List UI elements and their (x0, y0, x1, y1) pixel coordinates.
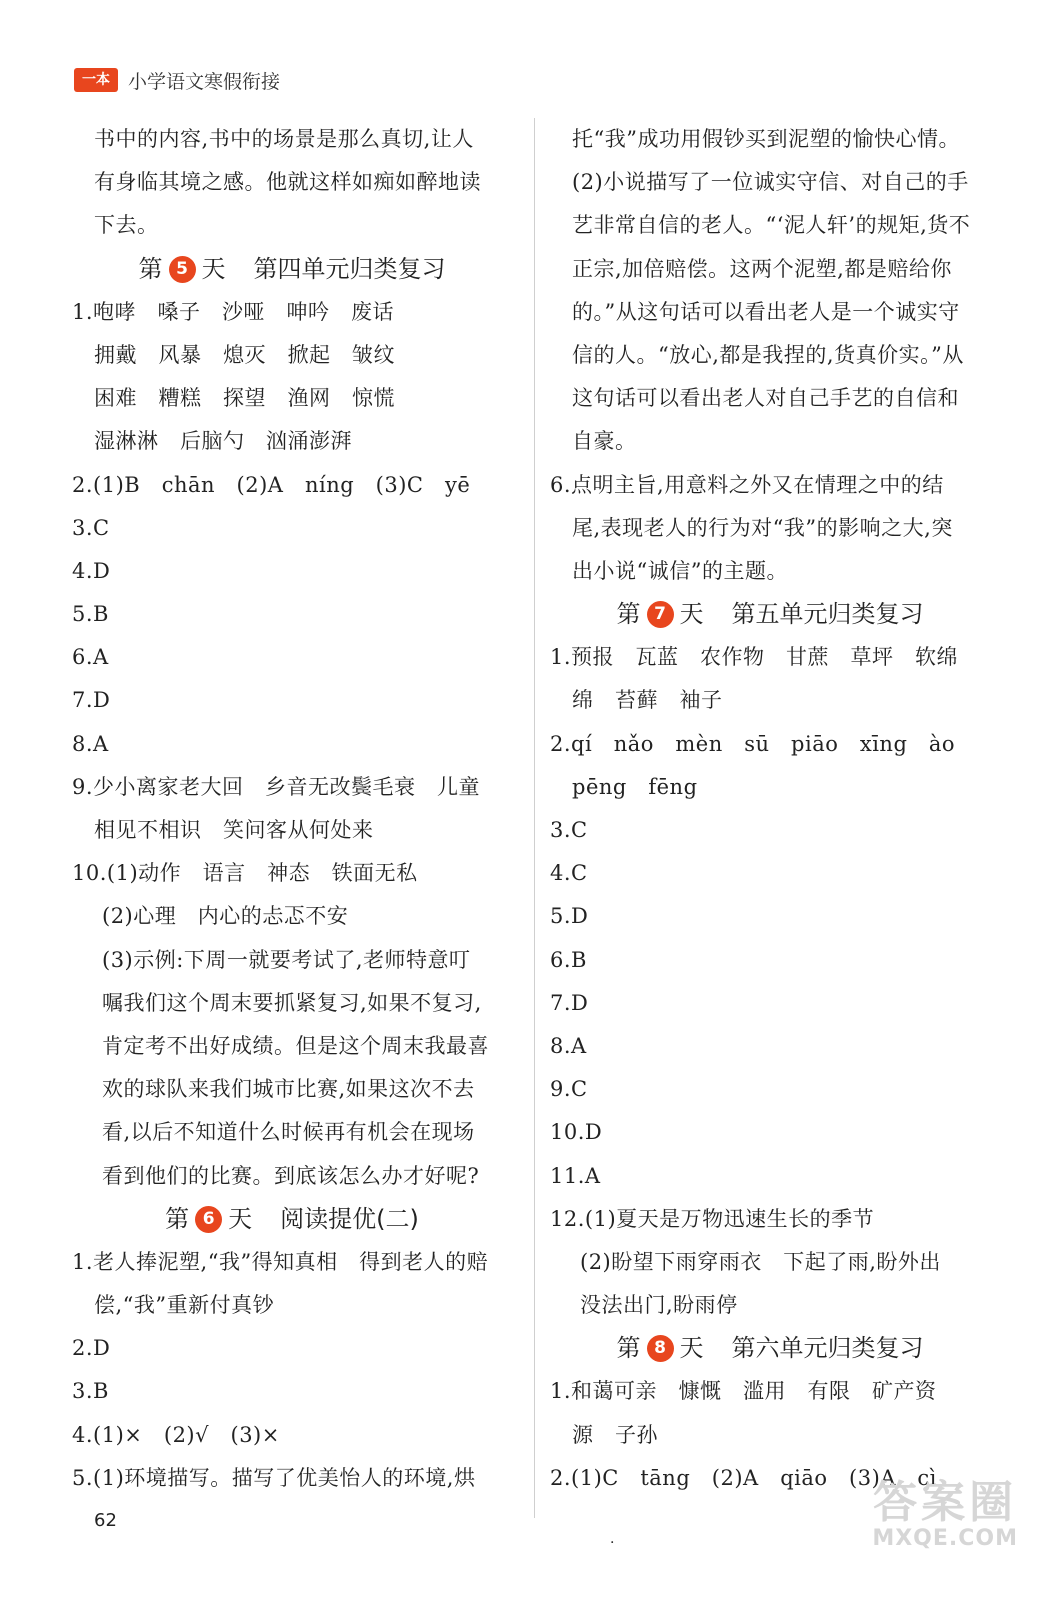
text-line: 没法出门,盼雨停 (580, 1293, 738, 1318)
text-line: 3.C (72, 515, 110, 540)
day-number-badge: 7 (647, 601, 674, 628)
heading-title: 第四单元归类复习 (253, 254, 446, 283)
heading-suffix: 天 (679, 600, 704, 629)
text-line: 8.A (550, 1033, 587, 1058)
text-line: 嘱我们这个周末要抓紧复习,如果不复习, (102, 990, 482, 1015)
text-line: 8.A (72, 731, 109, 756)
text-line: 11.A (550, 1163, 601, 1188)
section-heading-day5 (72, 248, 512, 291)
text-line: 欢的球队来我们城市比赛,如果这次不去 (102, 1077, 475, 1102)
text-line: 5.D (550, 904, 589, 929)
page-number: 62 (94, 1510, 117, 1531)
text-line: 9.少小离家老大回 乡音无改鬓毛衰 儿童 (72, 774, 481, 799)
text-line: 2.D (72, 1336, 111, 1361)
text-line: 这句话可以看出老人对自己手艺的自信和 (572, 386, 959, 411)
text-line: 1.和蔼可亲 慷慨 滥用 有限 矿产资 (550, 1379, 937, 1404)
page-header (74, 66, 280, 94)
text-line: 艺非常自信的老人。“‘泥人轩’的规矩,货不 (572, 213, 971, 238)
text-line: 12.(1)夏天是万物迅速生长的季节 (550, 1206, 875, 1231)
text-line: 绵 苔藓 袖子 (572, 688, 723, 713)
left-column (72, 118, 512, 1500)
text-line: 肯定考不出好成绩。但是这个周末我最喜 (102, 1033, 489, 1058)
text-line: 看到他们的比赛。到底该怎么办才好呢? (102, 1163, 480, 1188)
text-line: 困难 糟糕 探望 渔网 惊慌 (94, 386, 395, 411)
text-line: 托“我”成功用假钞买到泥塑的愉快心情。 (572, 127, 960, 151)
text-line: 1.咆哮 嗓子 沙哑 呻吟 废话 (72, 299, 395, 324)
brand-logo: 一本 (74, 68, 118, 92)
text-line: 3.B (72, 1379, 109, 1404)
heading-prefix: 第 (616, 600, 641, 629)
text-line: (2)小说描写了一位诚实守信、对自己的手 (572, 170, 969, 195)
book-title: 小学语文寒假衔接 (128, 70, 281, 93)
text-line: 源 子孙 (572, 1422, 658, 1447)
text-line: 1.预报 瓦蓝 农作物 甘蔗 草坪 软绵 (550, 645, 959, 670)
text-line: 湿淋淋 后脑勺 汹涌澎湃 (94, 429, 352, 454)
text-line: 出小说“诚信”的主题。 (572, 558, 788, 583)
text-line: 下去。 (94, 213, 159, 238)
watermark-url: MXQE.COM (872, 1526, 1018, 1551)
text-line: 的。”从这句话可以看出老人是一个诚实守 (572, 299, 960, 324)
text-line: 拥戴 风暴 熄灭 掀起 皱纹 (94, 342, 395, 367)
watermark-logo-text: 答案圈 (873, 1477, 1018, 1528)
text-line: 正宗,加倍赔偿。这两个泥塑,都是赔给你 (572, 256, 952, 281)
text-line: 自豪。 (572, 429, 637, 454)
text-line: 9.C (550, 1077, 588, 1102)
text-line: (2)盼望下雨穿雨衣 下起了雨,盼外出 (580, 1249, 941, 1274)
right-column (550, 118, 990, 1500)
text-line: 看,以后不知道什么时候再有机会在现场 (102, 1120, 475, 1145)
text-line: pēng fēng (572, 774, 698, 799)
text-line: 信的人。“放心,都是我捏的,货真价实。”从 (572, 342, 964, 367)
text-line: 相见不相识 笑问客从何处来 (94, 818, 374, 842)
text-line: (2)心理 内心的忐忑不安 (102, 904, 349, 929)
section-heading-day8 (550, 1327, 990, 1370)
watermark (872, 1477, 1018, 1551)
section-heading-day7 (550, 593, 990, 636)
text-line: 6.B (550, 947, 587, 972)
heading-prefix: 第 (165, 1204, 190, 1233)
heading-prefix: 第 (616, 1334, 641, 1363)
text-line: 10.(1)动作 语言 神态 铁面无私 (72, 861, 418, 886)
section-heading-day6 (72, 1198, 512, 1241)
text-line: 6.A (72, 645, 109, 670)
text-line: 4.D (72, 558, 111, 583)
text-line: 尾,表现老人的行为对“我”的影响之大,突 (572, 515, 953, 540)
heading-title: 阅读提优(二) (280, 1204, 419, 1233)
text-line: 2.qí nǎo mèn sū piāo xīng ào (550, 731, 956, 756)
text-line: 1.老人捧泥塑,“我”得知真相 得到老人的赔 (72, 1249, 489, 1274)
decorative-dot: · (610, 1535, 615, 1551)
text-line: 4.(1)× (2)√ (3)× (72, 1422, 280, 1447)
heading-suffix: 天 (679, 1334, 704, 1363)
text-line: 5.B (72, 602, 109, 627)
heading-prefix: 第 (138, 254, 163, 283)
text-line: 2.(1)B chān (2)A níng (3)C yē (72, 472, 471, 497)
text-line: 7.D (72, 688, 111, 713)
text-line: 7.D (550, 990, 589, 1015)
heading-title: 第六单元归类复习 (731, 1334, 924, 1363)
text-line: (3)示例:下周一就要考试了,老师特意叮 (102, 947, 471, 972)
text-line: 4.C (550, 861, 588, 886)
text-line: 3.C (550, 818, 588, 842)
day-number-badge: 6 (195, 1206, 222, 1233)
heading-title: 第五单元归类复习 (731, 600, 924, 629)
column-divider (534, 118, 535, 1518)
text-line: 6.点明主旨,用意料之外又在情理之中的结 (550, 472, 944, 497)
text-line: 5.(1)环境描写。描写了优美怡人的环境,烘 (72, 1465, 476, 1490)
text-line: 10.D (550, 1120, 603, 1145)
text-line: 2.(1)C tāng (2)A qiāo (3)A cì (550, 1465, 937, 1490)
text-line: 书中的内容,书中的场景是那么真切,让人 (94, 127, 474, 151)
heading-suffix: 天 (201, 254, 226, 283)
text-line: 偿,“我”重新付真钞 (94, 1293, 275, 1318)
day-number-badge: 8 (647, 1335, 674, 1362)
text-line: 有身临其境之感。他就这样如痴如醉地读 (94, 170, 481, 195)
day-number-badge: 5 (169, 256, 196, 283)
heading-suffix: 天 (228, 1204, 253, 1233)
